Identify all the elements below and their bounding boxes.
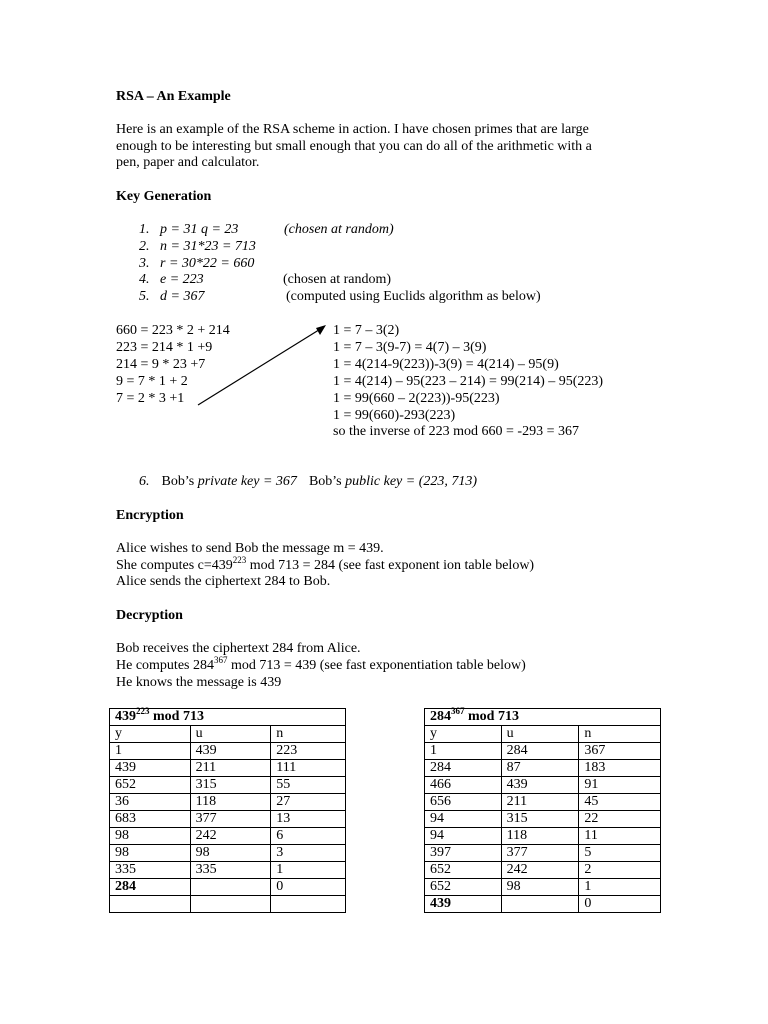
table-row: 36 118 27 (110, 794, 346, 811)
step-expr: n = 31*23 = 713 (160, 239, 256, 254)
step-num: 1. (139, 222, 150, 237)
table-row: 1 439 223 (110, 743, 346, 760)
backsub-line: 1 = 7 – 3(9-7) = 4(7) – 3(9) (333, 340, 487, 355)
column-header: u (190, 726, 271, 743)
encryption-heading: Encryption (116, 508, 184, 523)
public-key: public key = (223, 713) (345, 474, 478, 489)
decryption-text: He computes 284 (116, 658, 214, 673)
decryption-text: mod 713 = 439 (see fast exponentiation table below) (227, 658, 526, 673)
table-header-row (110, 726, 346, 743)
step-num: 4. (139, 272, 150, 287)
step-num: 3. (139, 256, 150, 271)
step-expr: d = 367 (160, 289, 205, 304)
encryption-text: She computes c=439 (116, 558, 233, 573)
step-note: (computed using Euclids algorithm as below) (286, 289, 541, 304)
table-row: 652 242 2 (425, 862, 661, 879)
backsub-line: 1 = 7 – 3(2) (333, 323, 400, 338)
bob-label: Bob’s (308, 474, 346, 489)
keys-line (139, 474, 477, 490)
step-expr: e = 223 (160, 272, 204, 287)
intro-line-3: pen, paper and calculator. (116, 155, 260, 170)
column-header: n (579, 726, 661, 743)
step-num: 6. (139, 474, 150, 489)
table-title: $439^{223}$ mod 713 (110, 709, 346, 726)
bob-label: Bob’s (161, 474, 198, 489)
column-header: y (425, 726, 502, 743)
table-row: 1 284 367 (425, 743, 661, 760)
table-row: 335 335 1 (110, 862, 346, 879)
intro-line-1: Here is an example of the RSA scheme in action. I have chosen primes that are large (116, 122, 589, 137)
decryption-line: Bob receives the ciphertext 284 from Alice. (116, 641, 361, 656)
exponent: 367 (213, 655, 228, 665)
decryption-heading: Decryption (116, 608, 183, 623)
encryption-text: mod 713 = 284 (see fast exponent ion table below) (246, 558, 535, 573)
encryption-line (116, 555, 535, 574)
column-header: n (271, 726, 346, 743)
column-header: u (501, 726, 579, 743)
backsub-line: 1 = 4(214) – 95(223 – 214) = 99(214) – 95(223) (333, 374, 604, 389)
intro-line-2: enough to be interesting but small enough that you can do all of the arithmetic with a (116, 139, 592, 154)
euclid-line: 9 = 7 * 1 + 2 (116, 374, 188, 389)
euclid-line: 214 = 9 * 23 +7 (116, 357, 206, 372)
column-header: y (110, 726, 191, 743)
table-row: 284 0 (110, 879, 346, 896)
backsub-line: 1 = 99(660)-293(223) (333, 408, 456, 423)
step-num: 2. (139, 239, 150, 254)
private-key: private key = 367 (197, 474, 297, 489)
step-note: (chosen at random) (284, 222, 394, 237)
table-row: 439 0 (425, 896, 661, 913)
table-row: 466 439 91 (425, 777, 661, 794)
table-row: 652 315 55 (110, 777, 346, 794)
page-title: RSA – An Example (116, 89, 231, 104)
backsub-line: 1 = 4(214-9(223))-3(9) = 4(214) – 95(9) (333, 357, 559, 372)
table-row: 652 98 1 (425, 879, 661, 896)
step-note: (chosen at random) (283, 272, 392, 287)
exponent: 223 (232, 555, 247, 565)
table-row: 656 211 45 (425, 794, 661, 811)
table-row: 397 377 5 (425, 845, 661, 862)
backsub-line: so the inverse of 223 mod 660 = -293 = 367 (333, 424, 579, 439)
table-row: 439 211 111 (110, 760, 346, 777)
euclid-line: 223 = 214 * 1 +9 (116, 340, 213, 355)
table-row: 284 87 183 (425, 760, 661, 777)
step-num: 5. (139, 289, 150, 304)
decryption-line: He knows the message is 439 (116, 675, 282, 690)
table-row: 94 315 22 (425, 811, 661, 828)
table-row: 94 118 11 (425, 828, 661, 845)
euclid-line: 660 = 223 * 2 + 214 (116, 323, 230, 338)
table-row: 98 242 6 (110, 828, 346, 845)
encryption-line: Alice sends the ciphertext 284 to Bob. (116, 574, 331, 589)
table-row: 98 98 3 (110, 845, 346, 862)
table-row: 683 377 13 (110, 811, 346, 828)
exponentiation-table-2 (424, 708, 661, 913)
keygen-heading: Key Generation (116, 189, 212, 204)
encryption-line: Alice wishes to send Bob the message m = 439. (116, 541, 384, 556)
step-expr: r = 30*22 = 660 (160, 256, 255, 271)
table-header-row (425, 726, 661, 743)
step-expr: p = 31 q = 23 (160, 222, 239, 237)
exponentiation-table-1 (109, 708, 346, 913)
backsub-line: 1 = 99(660 – 2(223))-95(223) (333, 391, 500, 406)
decryption-line (116, 655, 526, 674)
euclid-line: 7 = 2 * 3 +1 (116, 391, 185, 406)
table-row (110, 896, 346, 913)
table-title: $284^{367}$ mod 713 (425, 709, 661, 726)
